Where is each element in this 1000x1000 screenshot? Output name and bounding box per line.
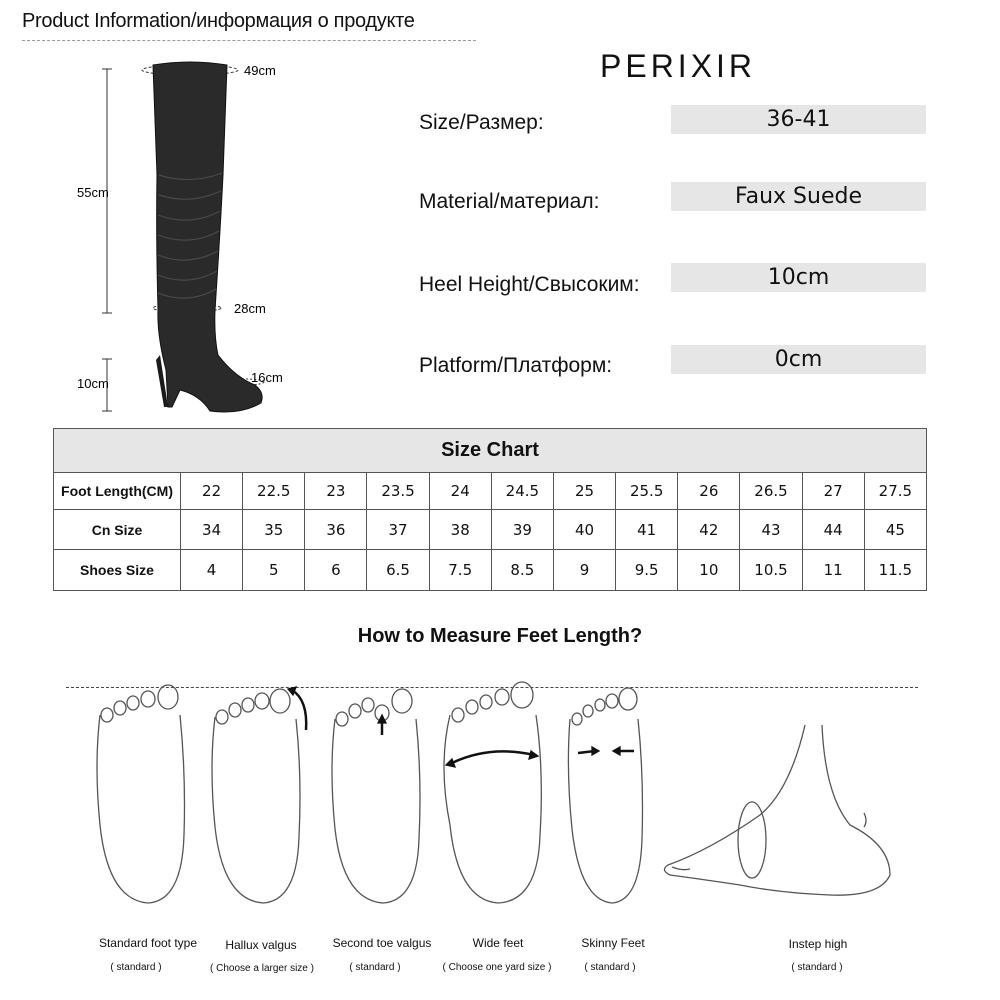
size-chart-cell: 34 (181, 510, 243, 550)
size-chart-cell: 6 (305, 550, 367, 591)
size-chart-cell: 35 (243, 510, 305, 550)
size-chart-cell: 26 (678, 473, 740, 510)
size-chart-cell: 11 (802, 550, 864, 591)
size-chart-cell: 37 (367, 510, 429, 550)
foot-width-label: 16cm (251, 370, 283, 385)
size-chart-cell: 26.5 (740, 473, 802, 510)
size-chart-cell: 42 (678, 510, 740, 550)
spec-label-platform: Platform/Платформ: (419, 354, 613, 377)
page-title: Product Information/информация о продукте (22, 10, 415, 32)
foot-label-second-toe-valgus: Second toe valgus (332, 936, 432, 950)
size-chart-row-header: Foot Length(CM) (54, 473, 181, 510)
size-chart-cell: 36 (305, 510, 367, 550)
size-chart-cell: 23.5 (367, 473, 429, 510)
size-chart-cell: 38 (429, 510, 491, 550)
foot-sub-wide: ( Choose one yard size ) (442, 962, 552, 973)
spec-label-size: Size/Размер: (419, 111, 544, 134)
spec-value-heel-height: 10cm (671, 263, 926, 292)
size-chart-cell: 22 (181, 473, 243, 510)
calf-circumference-label: 28cm (234, 301, 266, 316)
size-chart-row (54, 510, 927, 550)
size-chart-cell: 25 (553, 473, 615, 510)
size-chart-cell: 10 (678, 550, 740, 591)
brand-name: PERIXIR (600, 48, 757, 84)
foot-sub-standard: ( standard ) (110, 962, 162, 973)
size-chart-cell: 24.5 (491, 473, 553, 510)
size-chart-cell: 7.5 (429, 550, 491, 591)
size-chart-cell: 24 (429, 473, 491, 510)
size-chart-body (54, 473, 927, 591)
top-circumference-label: 49cm (244, 63, 276, 78)
heel-height-label: 10cm (77, 376, 109, 391)
feet-illustrations (60, 675, 940, 915)
size-chart-cell: 22.5 (243, 473, 305, 510)
spec-value-size: 36-41 (671, 105, 926, 134)
size-chart-cell: 9.5 (616, 550, 678, 591)
foot-label-hallux-valgus: Hallux valgus (225, 938, 297, 952)
size-chart-cell: 27.5 (864, 473, 926, 510)
size-chart-row (54, 550, 927, 591)
size-chart-cell: 39 (491, 510, 553, 550)
boot-illustration (60, 55, 320, 420)
foot-second-toe-valgus-icon (332, 689, 420, 903)
size-chart-cell: 6.5 (367, 550, 429, 591)
size-chart-row-header: Cn Size (54, 510, 181, 550)
foot-sub-hallux-valgus: ( Choose a larger size ) (210, 963, 314, 974)
size-chart-cell: 27 (802, 473, 864, 510)
size-chart-cell: 4 (181, 550, 243, 591)
foot-sub-skinny: ( standard ) (584, 962, 636, 973)
size-chart-cell: 25.5 (616, 473, 678, 510)
size-chart-cell: 45 (864, 510, 926, 550)
spec-value-material: Faux Suede (671, 182, 926, 211)
foot-sub-second-toe-valgus: ( standard ) (349, 962, 401, 973)
foot-label-wide: Wide feet (472, 936, 524, 950)
size-chart-cell: 23 (305, 473, 367, 510)
size-chart-table (53, 428, 927, 591)
measure-title: How to Measure Feet Length? (357, 625, 643, 647)
size-chart-cell: 44 (802, 510, 864, 550)
foot-label-skinny: Skinny Feet (581, 936, 645, 950)
foot-label-standard: Standard foot type (98, 936, 198, 950)
size-chart-cell: 10.5 (740, 550, 802, 591)
foot-instep-high-icon (664, 725, 890, 895)
size-chart-row (54, 473, 927, 510)
size-chart-cell: 43 (740, 510, 802, 550)
foot-wide-icon (444, 682, 541, 903)
size-chart-cell: 8.5 (491, 550, 553, 591)
size-chart-cell: 9 (553, 550, 615, 591)
header-divider (22, 40, 476, 41)
size-chart-title: Size Chart (54, 429, 927, 473)
spec-value-platform: 0cm (671, 345, 926, 374)
shaft-height-label: 55cm (77, 185, 109, 200)
size-chart-cell: 40 (553, 510, 615, 550)
size-chart-cell: 5 (243, 550, 305, 591)
size-chart-row-header: Shoes Size (54, 550, 181, 591)
spec-label-heel-height: Heel Height/Свысоким: (419, 273, 640, 296)
foot-hallux-valgus-icon (212, 687, 306, 903)
foot-label-instep-high: Instep high (788, 937, 848, 951)
foot-sub-instep-high: ( standard ) (791, 962, 843, 973)
spec-label-material: Material/материал: (419, 190, 600, 213)
size-chart-cell: 11.5 (864, 550, 926, 591)
size-chart-cell: 41 (616, 510, 678, 550)
foot-standard-icon (97, 685, 185, 903)
foot-skinny-icon (568, 688, 642, 903)
